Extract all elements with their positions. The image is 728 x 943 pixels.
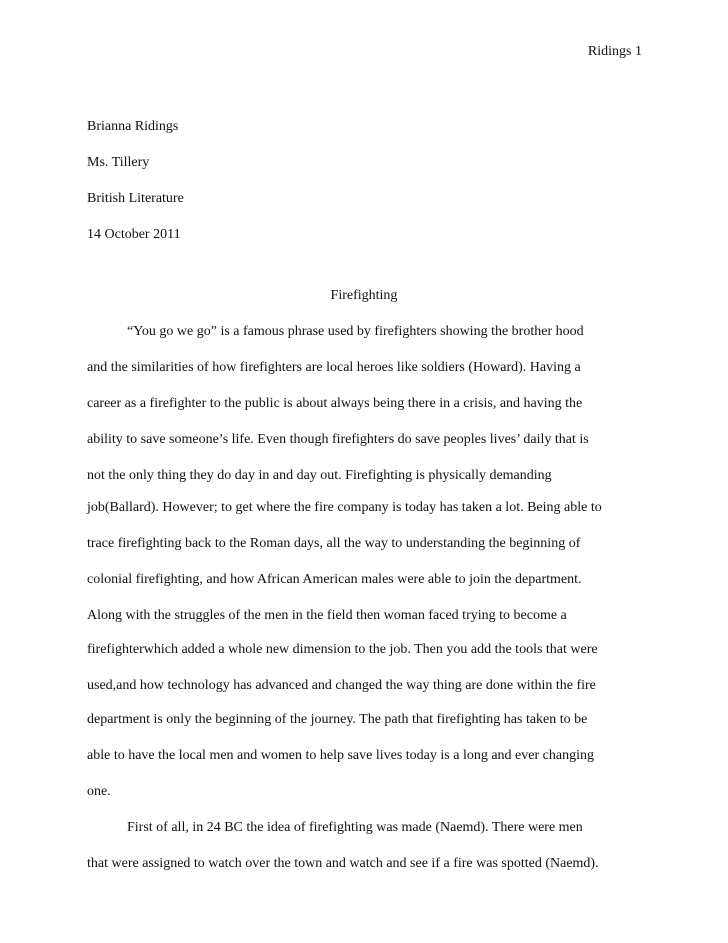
body-line: not the only thing they do day in and day out. Firefighting is physically demanding (87, 468, 552, 483)
body-line: one. (87, 784, 111, 799)
body-line: colonial firefighting, and how African American males were able to join the department. (87, 572, 582, 587)
body-line: that were assigned to watch over the town and watch and see if a fire was spotted (Naemd). (87, 856, 599, 871)
essay-date: 14 October 2011 (87, 227, 181, 242)
body-line: Along with the struggles of the men in the field then woman faced trying to become a (87, 608, 567, 623)
body-line: firefighterwhich added a whole new dimension to the job. Then you add the tools that were (87, 642, 598, 657)
body-line: “You go we go” is a famous phrase used by firefighters showing the brother hood (127, 324, 584, 339)
body-line: trace firefighting back to the Roman days, all the way to understanding the beginning of (87, 536, 581, 551)
author-name: Brianna Ridings (87, 119, 179, 134)
course-name: British Literature (87, 191, 184, 206)
body-line: job(Ballard). However; to get where the fire company is today has taken a lot. Being able to (87, 500, 602, 515)
body-line: department is only the beginning of the journey. The path that firefighting has taken to be (87, 712, 588, 727)
running-header: Ridings 1 (587, 44, 642, 59)
body-line: First of all, in 24 BC the idea of firefighting was made (Naemd). There were men (127, 820, 583, 835)
essay-title: Firefighting (330, 288, 398, 303)
instructor-name: Ms. Tillery (87, 155, 150, 170)
body-line: ability to save someone’s life. Even though firefighters do save peoples lives’ daily that is (87, 432, 589, 447)
body-line: career as a firefighter to the public is about always being there in a crisis, and having the (87, 396, 583, 411)
body-line: used,and how technology has advanced and changed the way thing are done within the fire (87, 678, 596, 693)
body-line: and the similarities of how firefighters are local heroes like soldiers (Howard). Having a (87, 360, 581, 375)
body-line: able to have the local men and women to help save lives today is a long and ever changing (87, 748, 594, 763)
